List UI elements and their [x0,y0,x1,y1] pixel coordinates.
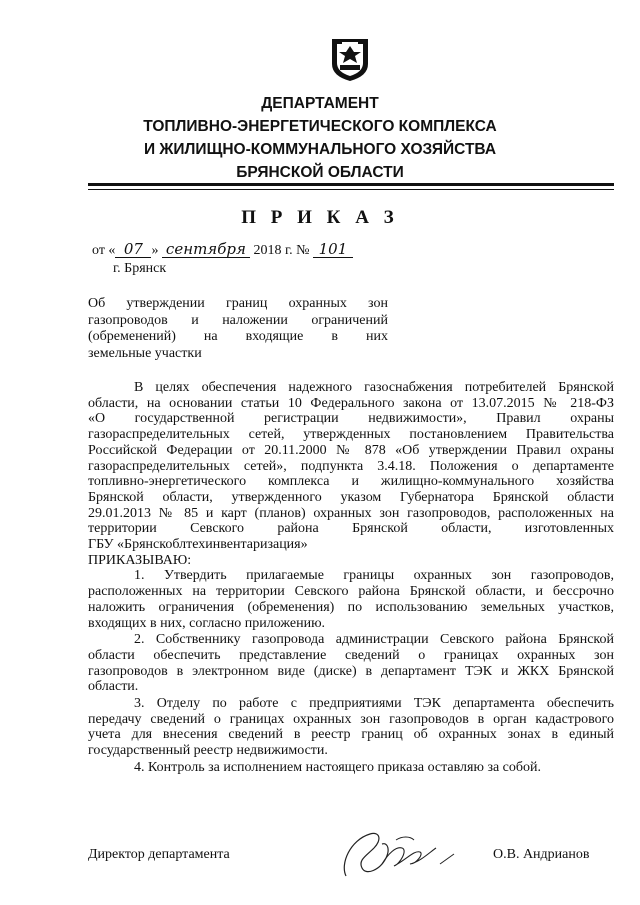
subject-line: земельные участки [88,345,202,361]
body-line: Брянской области, утвержденного указом Губернатора Брянской области [88,489,614,505]
body-line: «О государственной регистрации недвижимости», Правил охраны [88,411,614,427]
body-line: газопроводов в электронном виде (диске) в департамент ТЭК и ЖКХ Брянской [88,663,614,679]
order-date-line [92,241,353,259]
body-line: области. [88,679,139,695]
body-line: газораспределительных сетей, утвержденных постановлением Правительства [88,427,614,443]
coat-of-arms-emblem [328,36,372,82]
body-line: расположенных на территории Севского района Брянской области, и бессрочно [88,584,614,600]
body-line: 1. Утвердить прилагаемые границы охранных зон газопроводов, [134,568,614,584]
date-prefix: от « [92,243,116,258]
order-number: 101 [313,241,353,258]
preamble-paragraph [88,380,614,553]
body-line: газораспределительных сетей», подпункта 3.4.18. Положения о департаменте [88,458,614,474]
body-line: наложить ограничения (обременения) по использованию земельных участков, [88,599,614,615]
order-month: сентября [162,241,250,258]
handwritten-signature [336,824,466,884]
subject-line: Об утверждении границ охранных зон [88,296,388,311]
order-year: 2018 г. № [253,243,310,258]
signer-position: Директор департамента [88,847,230,862]
body-line: топливно-энергетического комплекса и жилищно-коммунального хозяйства [88,474,614,490]
body-line: 3. Отделу по работе с предприятиями ТЭК департамента обеспечить [134,696,614,712]
body-line: области, на основании статьи 10 Федерального закона от 13.07.2015 № 218-ФЗ [88,395,614,411]
order-item-4: 4. Контроль за исполнением настоящего приказа оставляю за собой. [134,759,542,775]
body-line: 29.01.2013 № 85 и карт (планов) охранных зон газопроводов, расположенных на [88,505,614,521]
body-line: В целях обеспечения надежного газоснабжения потребителей Брянской [134,380,614,395]
order-subject [88,296,388,362]
department-header-line: ТОПЛИВНО-ЭНЕРГЕТИЧЕСКОГО КОМПЛЕКСА [143,118,497,135]
body-line: учета для внесения сведений в реестр границ об охранных зонах в единый [88,727,614,743]
department-header [0,92,640,184]
decree-word: ПРИКАЗЫВАЮ: [88,552,192,568]
signer-name: О.В. Андрианов [493,847,590,862]
body-line: области обеспечить представление сведений о границах охранных зон [88,647,614,663]
order-item-2 [88,632,614,695]
department-header-line: И ЖИЛИЩНО-КОММУНАЛЬНОГО ХОЗЯЙСТВА [143,141,497,158]
order-body [88,380,614,776]
subject-line: газопроводов и наложении ограничений [88,312,388,328]
body-line: входящих в них, согласно приложению. [88,615,326,631]
order-city: г. Брянск [113,261,167,276]
department-header-line: ДЕПАРТАМЕНТ [261,95,379,112]
department-header-line: БРЯНСКОЙ ОБЛАСТИ [236,164,404,181]
body-line: государственный реестр недвижимости. [88,743,328,759]
header-divider-thin [88,189,614,190]
body-line: Российской Федерации от 20.11.2000 № 878 «Об утверждении Правил охраны [88,442,614,458]
order-item-1 [88,568,614,631]
date-separator: » [151,243,159,258]
subject-line: (обременений) на входящие в них [88,329,388,345]
order-item-3 [88,696,614,759]
body-line: передачу сведений о границах охранных зон газопроводов в орган кадастрового [88,711,614,727]
body-line: территории Севского района Брянской области, изготовленных [88,521,614,537]
body-line: 2. Собственнику газопровода администрации Севского района Брянской [134,632,614,648]
order-day: 07 [115,241,151,258]
body-line: ГБУ «Брянскоблтехинвентаризация» [88,537,308,553]
header-divider-thick [88,183,614,186]
order-title: П Р И К А З [241,207,399,228]
